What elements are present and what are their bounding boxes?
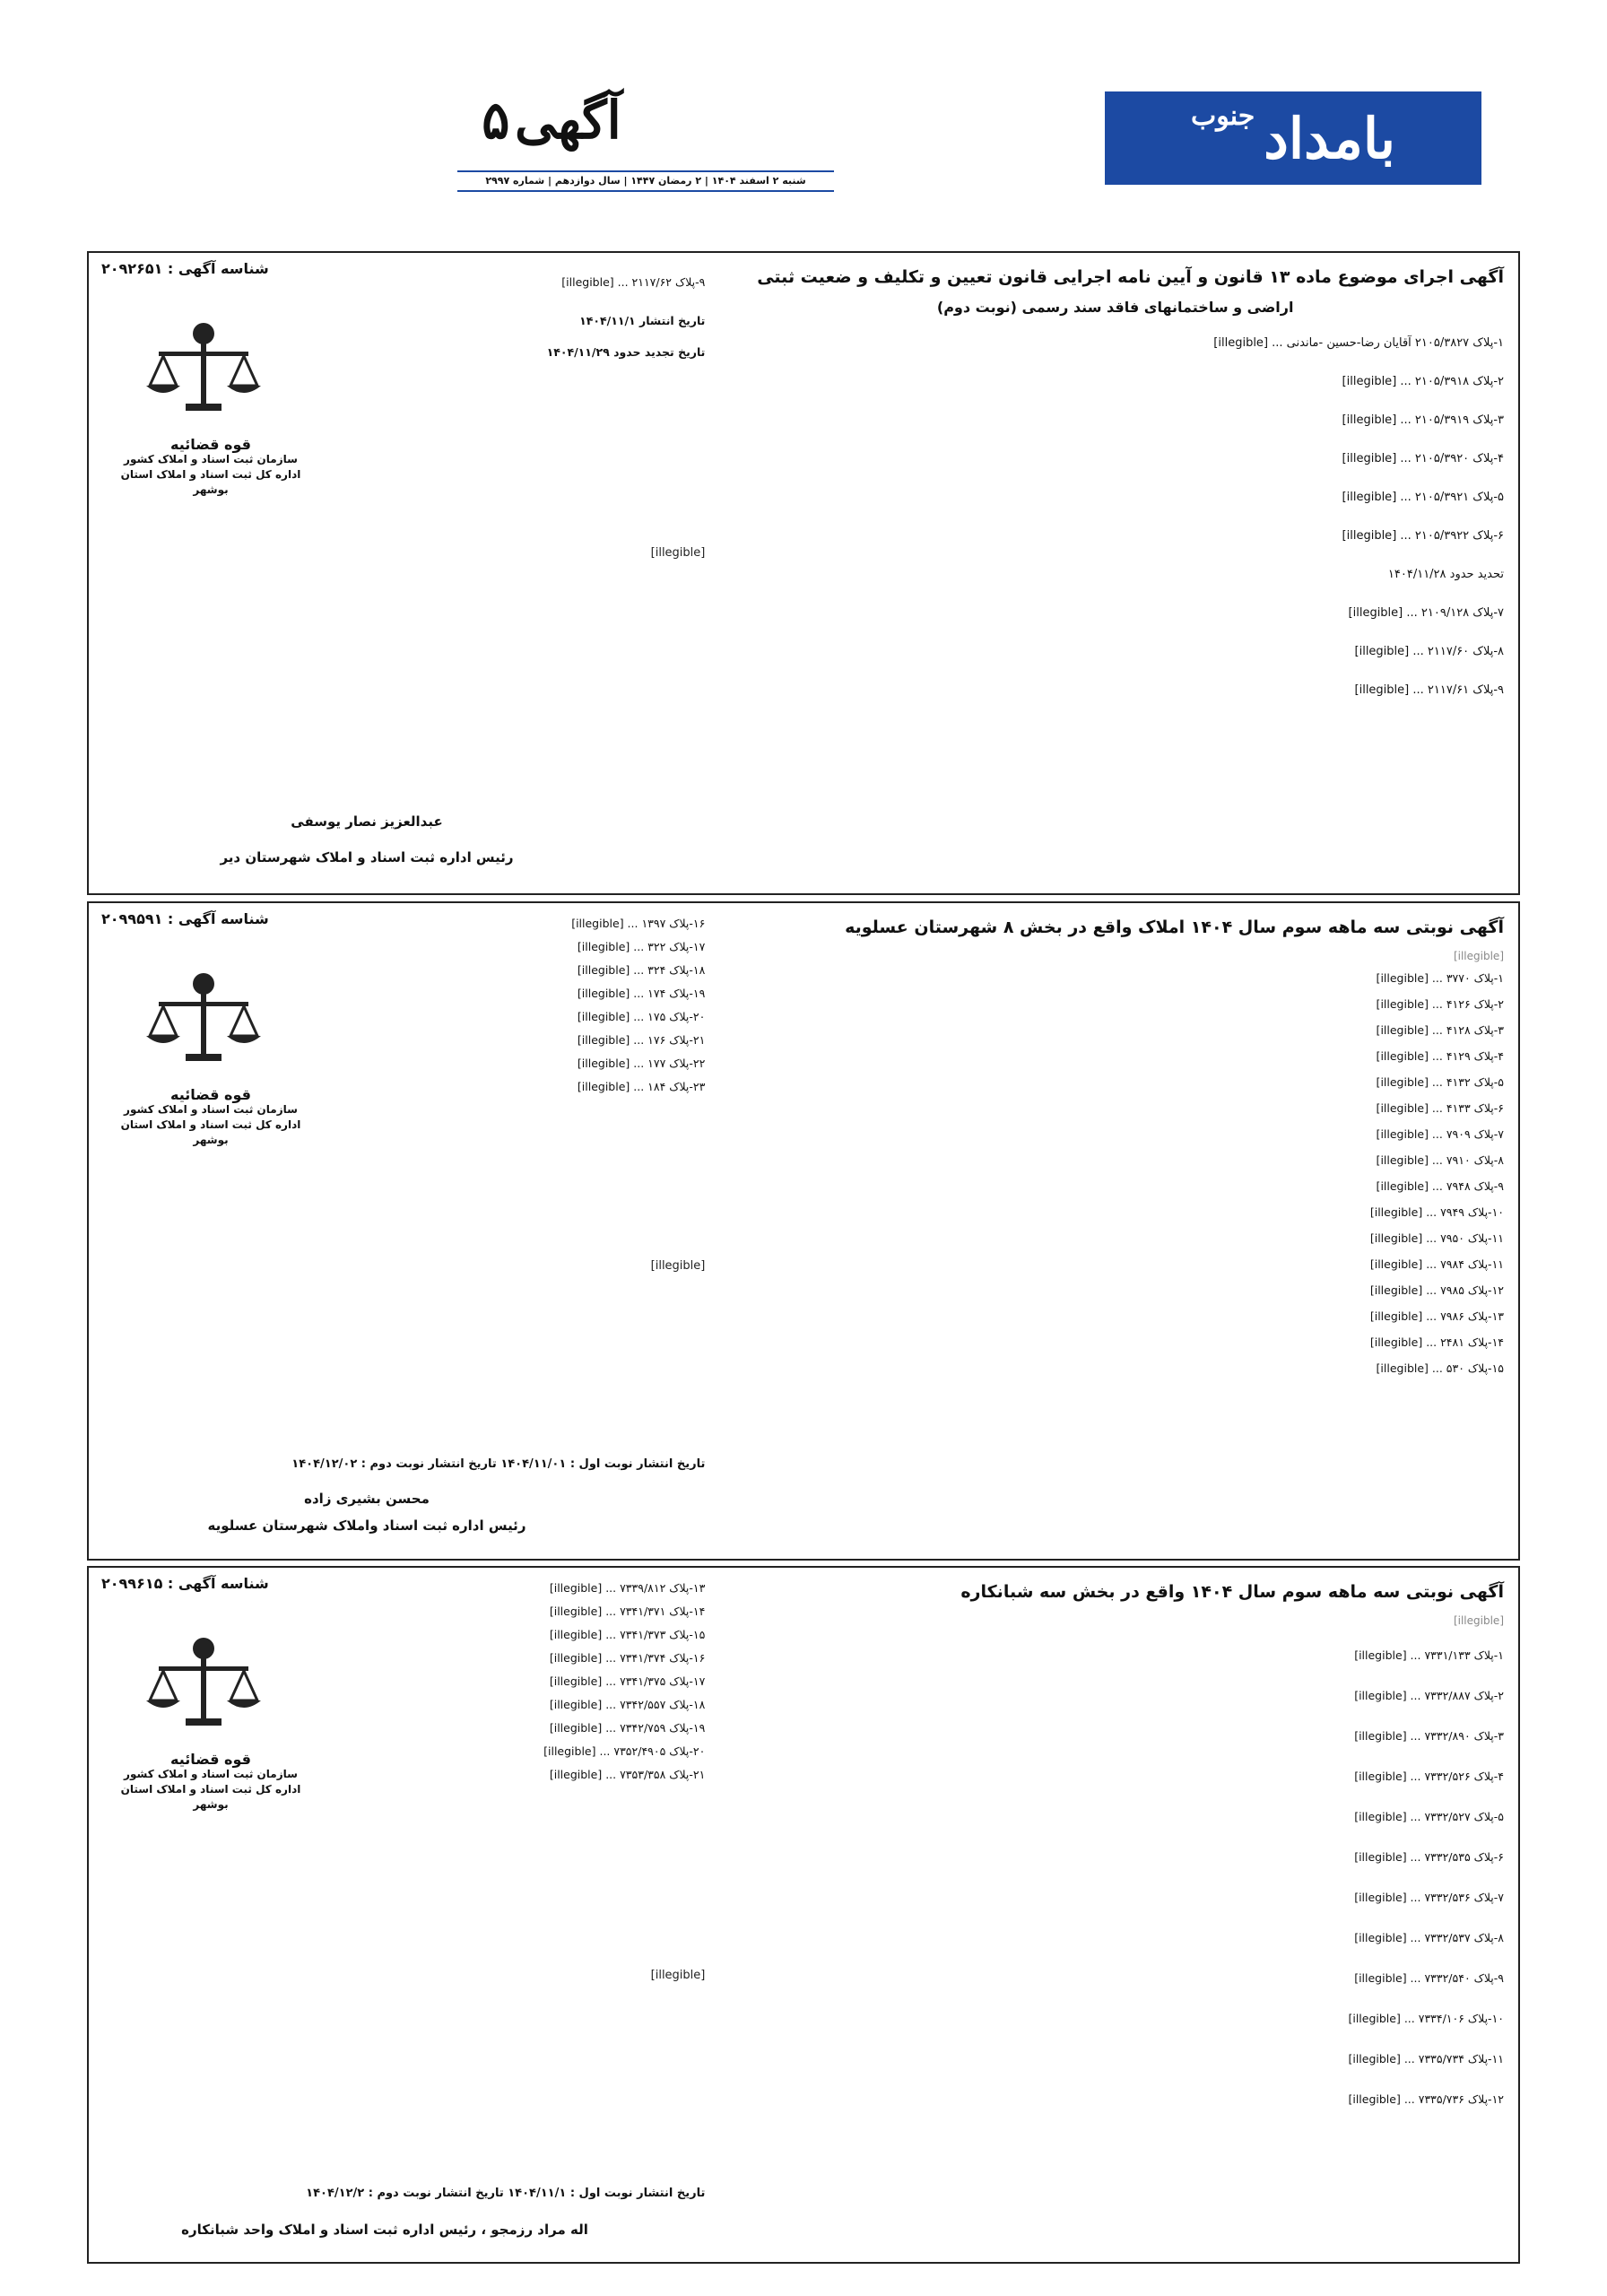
list-item: ۱۳-پلاک ۷۳۳۹/۸۱۲ ... [illegible] — [549, 1581, 706, 1595]
list-item: ۱۵-پلاک ۷۳۴۱/۳۷۳ ... [illegible] — [549, 1628, 706, 1641]
notice-id: شناسه آگهی : ۲۰۹۹۶۱۵ — [101, 1575, 269, 1592]
list-item: ۱۰-پلاک ۷۹۴۹ ... [illegible] — [1369, 1205, 1504, 1219]
logo-sub-text: جنوب — [1190, 100, 1255, 132]
list-item: ۲-پلاک ۷۳۳۲/۸۸۷ ... [illegible] — [1354, 1689, 1504, 1702]
notice-3-title: آگهی نوبتی سه ماهه سوم سال ۱۴۰۴ واقع در بخش سه شبانکاره — [960, 1582, 1504, 1602]
list-item: ۶-پلاک ۷۳۳۲/۵۳۵ ... [illegible] — [1354, 1850, 1504, 1864]
list-item: ۲۱-پلاک ۷۳۵۳/۳۵۸ ... [illegible] — [549, 1768, 706, 1781]
list-item: ۱۵-پلاک ۵۳۰ ... [illegible] — [1376, 1361, 1504, 1375]
signer-name: محسن بشیری زاده — [304, 1491, 430, 1507]
list-item: ۱۴-پلاک ۷۳۴۱/۳۷۱ ... [illegible] — [549, 1605, 706, 1618]
list-item: ۱۷-پلاک ۳۲۲ ... [illegible] — [577, 940, 706, 953]
list-item: تحدید حدود ۱۴۰۴/۱۱/۲۸ — [1387, 568, 1504, 581]
list-item: ۴-پلاک ۷۳۳۲/۵۲۶ ... [illegible] — [1354, 1770, 1504, 1783]
notice-3-left-column — [89, 1568, 717, 2262]
notice-1-right-column — [717, 253, 1518, 893]
seal-org-line-2: سازمان ثبت اسناد و املاک کشور — [124, 453, 298, 465]
list-item: ۸-پلاک ۷۳۳۲/۵۳۷ ... [illegible] — [1354, 1931, 1504, 1944]
seal-org-line-3: اداره کل ثبت اسناد و املاک استان بوشهر — [120, 1783, 301, 1811]
list-item: ۱۳-پلاک ۷۹۸۶ ... [illegible] — [1369, 1309, 1504, 1323]
notice-2-intro: [illegible] — [1453, 950, 1504, 962]
notice-3 — [87, 1566, 1520, 2264]
seal-org-line-3: اداره کل ثبت اسناد و املاک استان بوشهر — [120, 1118, 301, 1146]
list-item: ۹-پلاک ۷۳۳۲/۵۴۰ ... [illegible] — [1354, 1971, 1504, 1985]
signer-title: رئیس اداره ثبت اسناد واملاک شهرستان عسلویه — [207, 1518, 526, 1534]
notice-1-left-list — [310, 262, 705, 366]
list-item: ۳-پلاک ۴۱۲۸ ... [illegible] — [1376, 1023, 1504, 1037]
list-item: ۵-پلاک ۲۱۰۵/۳۹۲۱ ... [illegible] — [1342, 491, 1504, 504]
list-item: ۴-پلاک ۴۱۲۹ ... [illegible] — [1376, 1049, 1504, 1063]
list-item: ۳-پلاک ۲۱۰۵/۳۹۱۹ ... [illegible] — [1342, 413, 1504, 427]
notice-3-intro: [illegible] — [1453, 1614, 1504, 1627]
list-item: ۵-پلاک ۷۳۳۲/۵۲۷ ... [illegible] — [1354, 1810, 1504, 1823]
notice-2-left-list — [310, 912, 705, 1099]
list-item: ۳-پلاک ۷۳۳۲/۸۹۰ ... [illegible] — [1354, 1729, 1504, 1743]
list-item: ۱۶-پلاک ۱۳۹۷ ... [illegible] — [571, 917, 706, 930]
list-item: ۶-پلاک ۴۱۳۳ ... [illegible] — [1376, 1101, 1504, 1115]
list-item: ۶-پلاک ۲۱۰۵/۳۹۲۲ ... [illegible] — [1342, 529, 1504, 543]
logo-main-text: بامداد — [1264, 105, 1396, 171]
seal-org-line-1: قوه قضائیه — [169, 1751, 251, 1768]
list-item: ۱۹-پلاک ۷۳۴۲/۷۵۹ ... [illegible] — [549, 1721, 706, 1735]
list-item: ۷-پلاک ۷۳۳۲/۵۳۶ ... [illegible] — [1354, 1891, 1504, 1904]
list-item: ۲-پلاک ۴۱۲۶ ... [illegible] — [1376, 997, 1504, 1011]
notice-1-left-column — [89, 253, 717, 893]
newspaper-logo — [1105, 91, 1481, 185]
list-item: ۱۸-پلاک ۷۳۴۲/۵۵۷ ... [illegible] — [549, 1698, 706, 1711]
notice-1-body: [illegible] — [650, 546, 706, 560]
list-item: ۵-پلاک ۴۱۳۲ ... [illegible] — [1376, 1075, 1504, 1089]
list-item: ۱۰-پلاک ۷۳۳۴/۱۰۶ ... [illegible] — [1348, 2012, 1504, 2025]
list-item: ۷-پلاک ۲۱۰۹/۱۲۸ ... [illegible] — [1348, 606, 1504, 620]
seal-org-line-2: سازمان ثبت اسناد و املاک کشور — [124, 1103, 298, 1116]
list-item: ۱۹-پلاک ۱۷۴ ... [illegible] — [577, 987, 706, 1000]
seal-org-line-1: قوه قضائیه — [169, 1086, 251, 1103]
notice-3-right-column — [717, 1568, 1518, 2262]
publish-dates: تاریخ انتشار نوبت اول : ۱۴۰۴/۱۱/۰۱ تاریخ انتشار نوبت دوم : ۱۴۰۴/۱۲/۰۲ — [291, 1457, 706, 1471]
notice-1-subtitle: اراضی و ساختمانهای فاقد سند رسمی (نوبت دوم) — [936, 299, 1294, 316]
notice-2-left-column — [89, 903, 717, 1559]
notice-id: شناسه آگهی : ۲۰۹۲۶۵۱ — [101, 260, 269, 277]
list-item: ۲۳-پلاک ۱۸۴ ... [illegible] — [577, 1080, 706, 1093]
list-item: ۲۲-پلاک ۱۷۷ ... [illegible] — [577, 1057, 706, 1070]
list-item: ۲۱-پلاک ۱۷۶ ... [illegible] — [577, 1033, 706, 1047]
seal-caption — [103, 1087, 318, 1148]
notice-id: شناسه آگهی : ۲۰۹۹۵۹۱ — [101, 910, 269, 927]
list-item: ۱۸-پلاک ۳۲۴ ... [illegible] — [577, 963, 706, 977]
list-item: ۸-پلاک ۲۱۱۷/۶۰ ... [illegible] — [1354, 645, 1504, 658]
list-item: ۱-پلاک ۲۱۰۵/۳۸۲۷ آقایان رضا-حسین -ماندنی ... [illegible] — [1213, 336, 1504, 350]
notice-1-items — [726, 325, 1504, 710]
seal-org-line-2: سازمان ثبت اسناد و املاک کشور — [124, 1768, 298, 1780]
publish-date: تاریخ انتشار ۱۴۰۴/۱۱/۱ — [579, 314, 706, 327]
list-item: ۹-پلاک ۷۹۴۸ ... [illegible] — [1376, 1179, 1504, 1193]
list-item: ۷-پلاک ۷۹۰۹ ... [illegible] — [1376, 1127, 1504, 1141]
page-title — [368, 90, 708, 151]
renew-date: تاریخ تجدید حدود ۱۴۰۴/۱۱/۲۹ — [546, 345, 706, 359]
list-item: ۱۷-پلاک ۷۳۴۱/۳۷۵ ... [illegible] — [549, 1674, 706, 1688]
list-item: ۱۱-پلاک ۷۹۵۰ ... [illegible] — [1369, 1231, 1504, 1245]
seal-caption — [103, 437, 318, 498]
notice-1 — [87, 251, 1520, 895]
notice-2 — [87, 901, 1520, 1561]
signer-title: رئیس اداره ثبت اسناد و املاک شهرستان دیر — [220, 849, 514, 865]
list-item: ۱۲-پلاک ۷۳۳۵/۷۳۶ ... [illegible] — [1348, 2092, 1504, 2106]
list-item: ۱۱-پلاک ۷۳۳۵/۷۳۴ ... [illegible] — [1348, 2052, 1504, 2066]
list-item: ۲۰-پلاک ۱۷۵ ... [illegible] — [577, 1010, 706, 1023]
list-item: ۱-پلاک ۷۳۳۱/۱۳۳ ... [illegible] — [1354, 1648, 1504, 1662]
list-item: ۱۱-پلاک ۷۹۸۴ ... [illegible] — [1369, 1257, 1504, 1271]
list-item: ۱۶-پلاک ۷۳۴۱/۳۷۴ ... [illegible] — [549, 1651, 706, 1665]
publish-dates: تاریخ انتشار نوبت اول : ۱۴۰۴/۱۱/۱ تاریخ انتشار نوبت دوم : ۱۴۰۴/۱۲/۲ — [306, 2187, 706, 2200]
list-item: ۱۴-پلاک ۲۴۸۱ ... [illegible] — [1369, 1335, 1504, 1349]
page-number: ۵ — [482, 90, 510, 151]
list-item: ۲-پلاک ۲۱۰۵/۳۹۱۸ ... [illegible] — [1342, 375, 1504, 388]
notice-2-body: [illegible] — [650, 1259, 706, 1273]
list-item: ۴-پلاک ۲۱۰۵/۳۹۲۰ ... [illegible] — [1342, 452, 1504, 465]
notice-3-left-list — [310, 1577, 705, 1787]
seal-org-line-3: اداره کل ثبت اسناد و املاک استان بوشهر — [120, 468, 301, 496]
list-item: ۱-پلاک ۳۷۷۰ ... [illegible] — [1376, 971, 1504, 985]
list-item: ۹-پلاک ۲۱۱۷/۶۲ ... [illegible] — [561, 275, 706, 289]
list-item: ۸-پلاک ۷۹۱۰ ... [illegible] — [1376, 1153, 1504, 1167]
signer-line: اله مراد رزمجو ، رئیس اداره ثبت اسناد و املاک واحد شبانکاره — [181, 2222, 588, 2238]
dateline: شنبه ۲ اسفند ۱۴۰۴ | ۲ رمضان ۱۴۴۷ | سال دوازدهم | شماره ۲۹۹۷ — [457, 170, 834, 192]
seal-caption — [103, 1752, 318, 1813]
list-item: ۹-پلاک ۲۱۱۷/۶۱ ... [illegible] — [1354, 683, 1504, 697]
notice-2-title: آگهی نوبتی سه ماهه سوم سال ۱۴۰۴ املاک واقع در بخش ۸ شهرستان عسلویه — [845, 918, 1504, 937]
notice-2-right-column — [717, 903, 1518, 1559]
notice-1-title: آگهی اجرای موضوع ماده ۱۳ قانون و آیین نامه اجرایی قانون تعیین و تکلیف و ضعیت ثبتی — [757, 267, 1504, 287]
notice-3-items — [726, 1636, 1504, 2120]
seal-org-line-1: قوه قضائیه — [169, 436, 251, 453]
notice-3-body: [illegible] — [650, 1969, 706, 1982]
masthead — [90, 86, 1517, 239]
list-item: ۲۰-پلاک ۷۳۵۲/۴۹۰۵ ... [illegible] — [543, 1744, 706, 1758]
list-item: ۱۲-پلاک ۷۹۸۵ ... [illegible] — [1369, 1283, 1504, 1297]
signer-name: عبدالعزیز نصار یوسفی — [291, 813, 443, 830]
notice-2-items — [726, 966, 1504, 1382]
section-name: آگهی — [514, 90, 621, 151]
